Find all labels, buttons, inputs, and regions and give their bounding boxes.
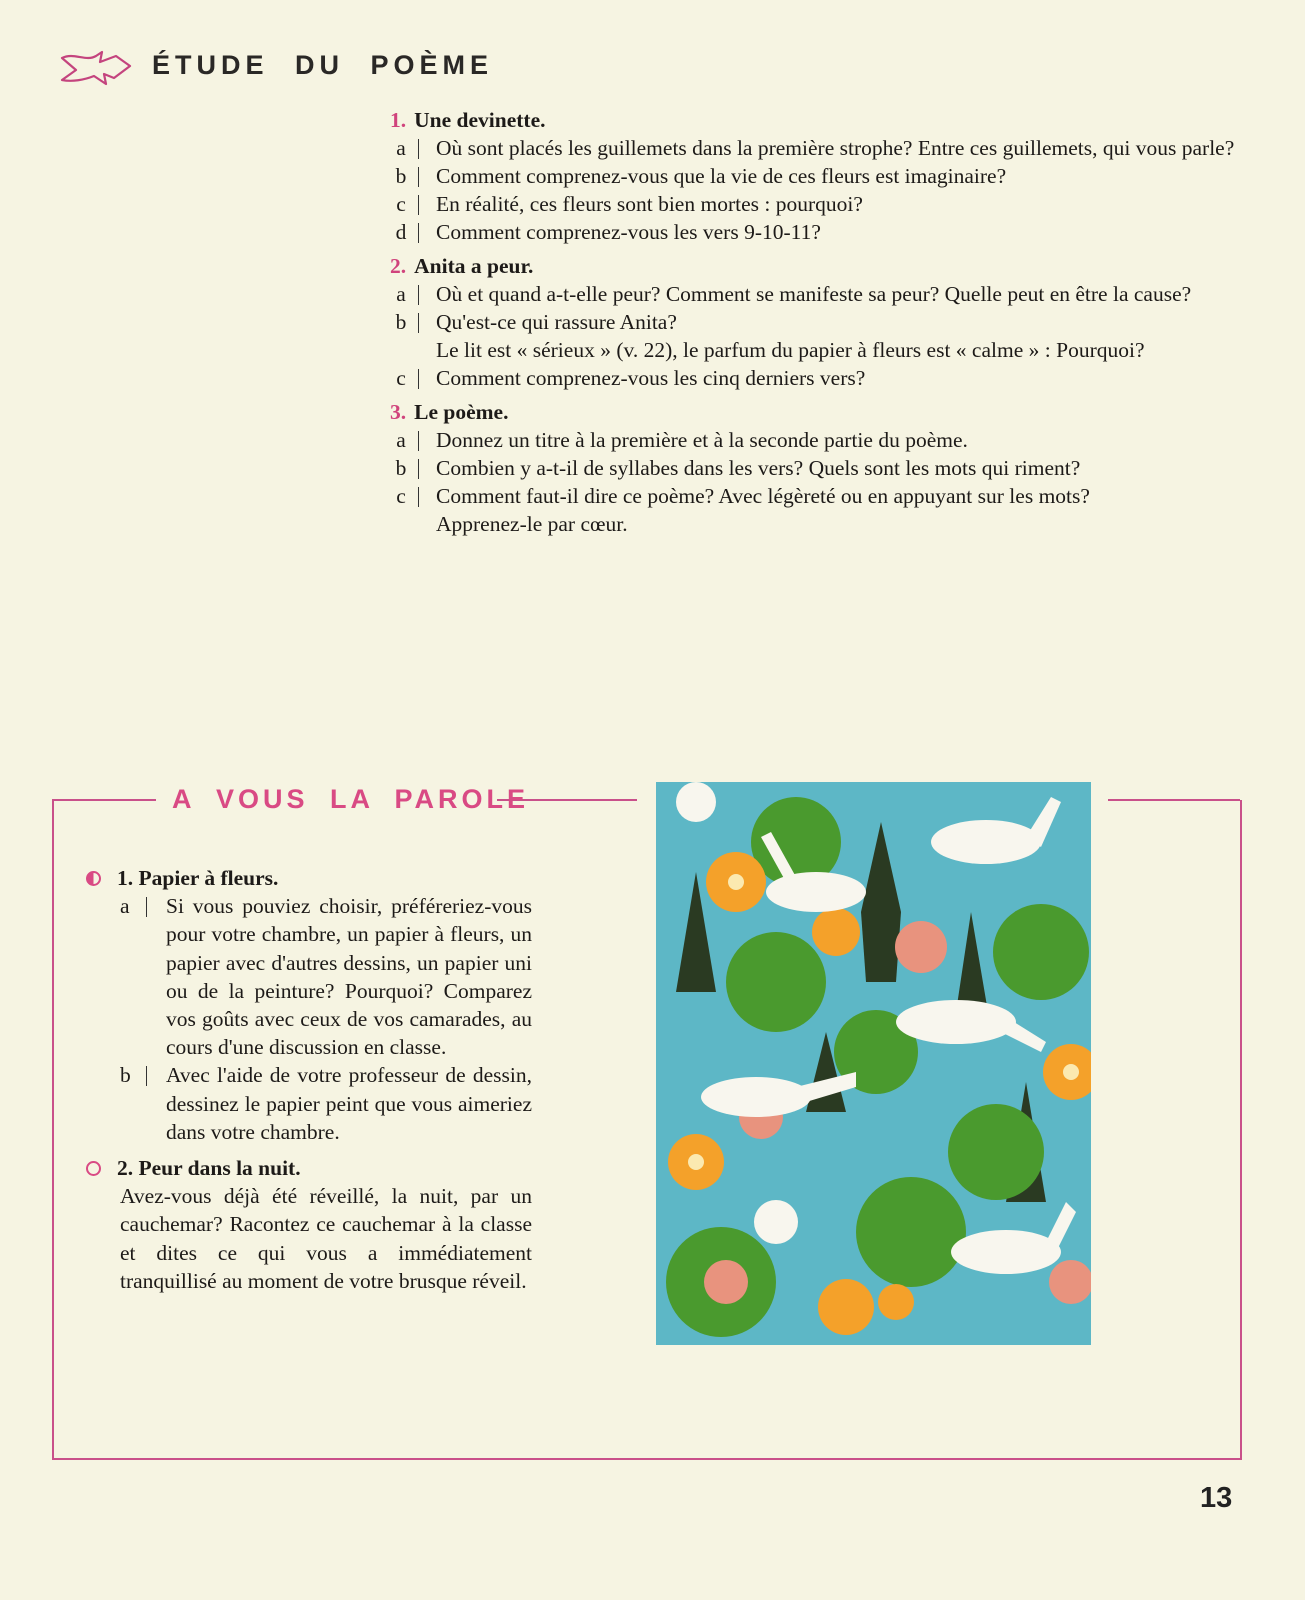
item-text: Combien y a-t-il de syllabes dans les vers? Quels sont les mots qui riment?	[436, 456, 1081, 480]
item-text: Où sont placés les guillemets dans la première strophe? Entre ces guillemets, qui vous parle?	[436, 136, 1235, 160]
arrow-icon	[56, 48, 136, 88]
item-letter: b	[120, 1061, 166, 1146]
item-text: Avec l'aide de votre professeur de dessin, dessinez le papier peint que vous aimeriez dans votre chambre.	[166, 1063, 532, 1144]
item-letter: a	[396, 428, 406, 452]
item-text: Comment comprenez-vous que la vie de ces fleurs est imaginaire?	[436, 164, 1007, 188]
question-number: 1.	[390, 108, 407, 132]
item-text: Comment comprenez-vous les vers 9-10-11?	[436, 220, 821, 244]
divider	[1108, 799, 1240, 801]
question-item	[390, 134, 1242, 162]
item-letter: b	[395, 456, 407, 480]
item-letter: d	[395, 220, 407, 244]
divider	[52, 799, 156, 801]
item-letter: b	[395, 164, 407, 188]
question-item	[390, 218, 1242, 246]
parole-body: Avez-vous déjà été réveillé, la nuit, par un cauchemar? Racontez ce cauchemar à la classe et dites ce qui vous a immédiatement tranquillisé au moment de votre brusque réveil.	[120, 1184, 532, 1293]
item-text: Comment faut-il dire ce poème? Avec légèreté ou en appuyant sur les mots?	[436, 484, 1090, 508]
question-item	[390, 454, 1242, 482]
parole-content	[86, 864, 532, 1295]
question-title: Le poème.	[414, 400, 509, 424]
item-letter: c	[396, 366, 406, 390]
item-text: En réalité, ces fleurs sont bien mortes : pourquoi?	[436, 192, 863, 216]
item-letter: a	[396, 282, 406, 306]
parole-section-title: 2. Peur dans la nuit.	[117, 1156, 301, 1181]
question-title: Anita a peur.	[414, 254, 534, 278]
parole-item	[120, 892, 532, 1061]
question-item	[390, 162, 1242, 190]
page-number: 13	[1200, 1482, 1233, 1514]
question-title: Une devinette.	[414, 108, 546, 132]
question-item	[390, 364, 1242, 392]
question-item	[390, 308, 1242, 364]
question-item	[390, 482, 1242, 538]
parole-item	[120, 1061, 532, 1146]
item-text: Où et quand a-t-elle peur? Comment se manifeste sa peur? Quelle peut en être la cause?	[436, 282, 1192, 306]
item-text-extra: Apprenez-le par cœur.	[436, 512, 628, 536]
questions-list	[390, 100, 1242, 538]
circle-icon	[86, 1161, 101, 1176]
item-text: Si vous pouviez choisir, préféreriez-vous pour votre chambre, un papier à fleurs, un papier avec d'autres dessins, un papier uni ou de la peinture? Pourquoi? Comparez vos goûts avec ceux de vos camarades, au cours d'une discussion en classe.	[166, 894, 532, 1060]
question-group-3	[390, 398, 1242, 538]
question-item	[390, 280, 1242, 308]
wallpaper-illustration	[656, 782, 1091, 1345]
parole-section-title: 1. Papier à fleurs.	[117, 866, 279, 890]
item-letter: c	[396, 192, 406, 216]
item-text-extra: Le lit est « sérieux » (v. 22), le parfum du papier à fleurs est « calme » : Pourquoi?	[436, 338, 1145, 362]
item-letter: a	[120, 892, 166, 1061]
item-text: Comment comprenez-vous les cinq derniers vers?	[436, 366, 866, 390]
question-number: 2.	[390, 254, 407, 278]
question-item	[390, 426, 1242, 454]
question-item	[390, 190, 1242, 218]
item-letter: c	[396, 484, 406, 508]
section-title-parole: A VOUS LA PAROLE	[172, 784, 530, 814]
question-number: 3.	[390, 400, 407, 424]
item-text: Donnez un titre à la première et à la seconde partie du poème.	[436, 428, 968, 452]
item-text: Qu'est-ce qui rassure Anita?	[436, 310, 677, 334]
question-group-2	[390, 252, 1242, 392]
question-group-1	[390, 106, 1242, 246]
item-letter: a	[396, 136, 406, 160]
item-letter: b	[395, 310, 407, 334]
half-circle-icon	[86, 871, 101, 886]
section-title-etude: ÉTUDE DU POÈME	[152, 50, 494, 80]
